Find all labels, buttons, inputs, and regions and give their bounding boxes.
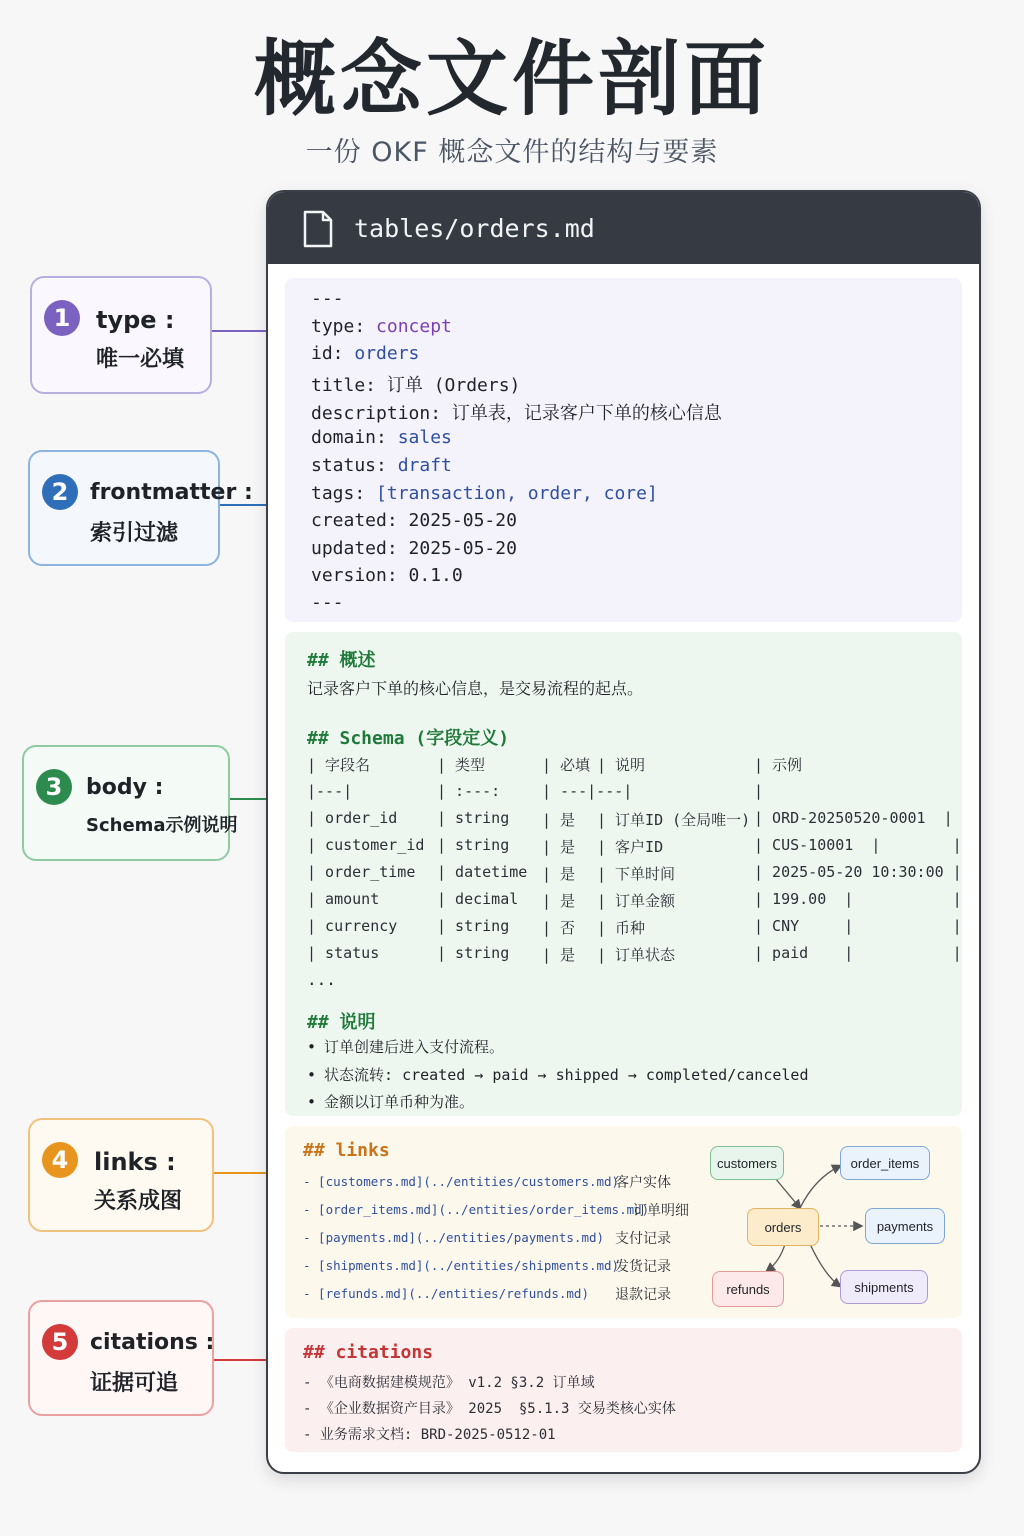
overview-text: 记录客户下单的核心信息，是交易流程的起点。 [307, 679, 644, 698]
page-title: 概念文件剖面 [253, 32, 770, 127]
frontmatter-domain [311, 427, 452, 448]
body-section [285, 632, 962, 1116]
fm-value: concept [376, 316, 452, 337]
page-subtitle: 一份 OKF 概念文件的结构与要素 [305, 137, 719, 168]
fm-value: sales [397, 427, 452, 448]
frontmatter-delimiter: --- [311, 592, 344, 613]
frontmatter-status [311, 455, 452, 476]
fm-key: description: [311, 403, 452, 424]
link-desc: 客户实体 [615, 1175, 671, 1191]
fm-value: 订单表，记录客户下单的核心信息 [451, 403, 722, 424]
fm-value: 2025-05-20 [408, 538, 517, 559]
graph-node-payments: payments [865, 1208, 945, 1244]
citation-item: - 《企业数据资产目录》 2025 §5.1.3 交易类核心实体 [303, 1401, 676, 1417]
graph-node-customers: customers [710, 1146, 784, 1180]
schema-cell: | 2025-05-20 10:30:00 | [754, 863, 962, 881]
link-item[interactable]: - [order_items.md](../entities/order_items.md) [303, 1202, 650, 1217]
frontmatter-delimiter: --- [311, 288, 344, 309]
callout-desc: 证据可追 [90, 1371, 179, 1396]
document-card [266, 190, 981, 1474]
schema-cell: | CUS-10001 | | [754, 836, 962, 854]
schema-cell: | 币种 [597, 919, 646, 937]
graph-node-order-items: order_items [840, 1146, 930, 1180]
citation-item: - 业务需求文档: BRD-2025-0512-01 [303, 1427, 556, 1443]
fm-value: [transaction, order, core] [376, 483, 658, 504]
fm-key: version: [311, 565, 409, 586]
fm-value: draft [397, 455, 452, 476]
links-section [285, 1126, 962, 1318]
schema-cell: | string [437, 944, 510, 962]
callout-label: type : [96, 306, 175, 334]
frontmatter-tags [311, 483, 658, 504]
fm-value: 0.1.0 [408, 565, 463, 586]
schema-separator-cell: | :---: [437, 782, 501, 800]
frontmatter-title [311, 371, 520, 397]
schema-cell: | 订单ID (全局唯一) [597, 811, 751, 829]
callout-frontmatter [28, 450, 253, 566]
document-header [268, 192, 979, 264]
frontmatter-updated [311, 538, 517, 559]
schema-cell: | 是 [542, 865, 576, 883]
schema-header-cell: | 说明 [597, 756, 646, 774]
link-item[interactable]: - [refunds.md](../entities/refunds.md) [303, 1286, 589, 1301]
link-item[interactable]: - [shipments.md](../entities/shipments.md) [303, 1258, 620, 1273]
note-item: • 状态流转: created → paid → shipped → completed/canceled [307, 1064, 808, 1085]
note-item: • 金额以订单币种为准。 [307, 1091, 474, 1112]
schema-cell: | amount [307, 890, 380, 908]
callout-number: 1 [44, 300, 80, 336]
schema-ellipsis: ... [307, 970, 336, 989]
fm-key: id: [311, 343, 355, 364]
schema-header-cell: | 类型 [437, 756, 486, 774]
notes-heading: ## 说明 [307, 1012, 376, 1033]
citations-section [285, 1328, 962, 1452]
schema-header-cell: | 示例 [754, 756, 803, 774]
callout-body [22, 745, 238, 861]
fm-key: status: [311, 455, 398, 476]
schema-separator-cell: | [754, 782, 764, 800]
schema-cell: | 订单状态 [597, 946, 676, 964]
callout-label: links : [94, 1148, 176, 1176]
schema-cell: | 199.00 | | [754, 890, 962, 908]
link-desc: 发货记录 [615, 1259, 671, 1275]
callout-label: frontmatter : [90, 480, 253, 505]
callout-number: 4 [42, 1142, 78, 1178]
link-item[interactable]: - [customers.md](../entities/customers.md) [303, 1174, 620, 1189]
schema-separator-cell: | ---|---| [542, 782, 633, 800]
schema-cell: | string [437, 836, 510, 854]
callout-label: body : [86, 775, 164, 800]
schema-cell: | 下单时间 [597, 865, 676, 883]
callout-label: citations : [90, 1330, 215, 1355]
callout-type [30, 276, 212, 394]
link-desc: 退款记录 [615, 1287, 671, 1303]
links-heading: ## links [303, 1140, 390, 1161]
frontmatter-id [311, 343, 419, 364]
callout-desc: 索引过滤 [90, 521, 179, 546]
fm-key: updated: [311, 538, 409, 559]
schema-cell: | string [437, 917, 510, 935]
schema-separator-cell: |---| [307, 782, 353, 800]
schema-cell: | 是 [542, 892, 576, 910]
schema-cell: | currency [307, 917, 398, 935]
schema-header-cell: | 字段名 [307, 756, 371, 774]
callout-desc: 唯一必填 [96, 347, 185, 372]
fm-value: 2025-05-20 [408, 510, 517, 531]
citations-heading: ## citations [303, 1342, 434, 1363]
schema-cell: | paid | | [754, 944, 962, 962]
schema-cell: | 客户ID [597, 838, 664, 856]
schema-cell: | 否 [542, 919, 576, 937]
citation-item: - 《电商数据建模规范》 v1.2 §3.2 订单域 [303, 1375, 595, 1391]
callout-number: 2 [42, 474, 78, 510]
schema-cell: | datetime [437, 863, 528, 881]
schema-cell: | order_id [307, 809, 398, 827]
schema-header-cell: | 必填 [542, 756, 591, 774]
fm-key: type: [311, 316, 377, 337]
callout-desc: 关系成图 [94, 1189, 183, 1214]
frontmatter-version [311, 565, 463, 586]
fm-key: domain: [311, 427, 398, 448]
link-desc: 订单明细 [633, 1203, 689, 1219]
schema-cell: | ORD-20250520-0001 | [754, 809, 953, 827]
callout-number: 5 [42, 1324, 78, 1360]
fm-value: orders [354, 343, 420, 364]
link-desc: 支付记录 [615, 1231, 671, 1247]
schema-cell: | CNY | | [754, 917, 962, 935]
schema-cell: | status [307, 944, 380, 962]
schema-cell: | decimal [437, 890, 519, 908]
fm-value: 订单 (Orders) [386, 375, 521, 396]
link-item[interactable]: - [payments.md](../entities/payments.md) [303, 1230, 605, 1245]
overview-heading: ## 概述 [307, 650, 376, 671]
frontmatter-description [311, 399, 722, 425]
schema-cell: | 是 [542, 946, 576, 964]
schema-cell: | 是 [542, 811, 576, 829]
fm-key: title: [311, 375, 387, 396]
graph-node-shipments: shipments [840, 1270, 928, 1304]
graph-node-orders: orders [747, 1208, 819, 1246]
callout-number: 3 [36, 769, 72, 805]
frontmatter-section [285, 278, 962, 622]
schema-cell: | 是 [542, 838, 576, 856]
schema-heading: ## Schema (字段定义) [307, 728, 510, 749]
frontmatter-created [311, 510, 517, 531]
callout-links [28, 1118, 214, 1232]
schema-cell: | order_time [307, 863, 416, 881]
callout-desc: Schema示例说明 [86, 815, 238, 836]
schema-cell: | 订单金额 [597, 892, 676, 910]
graph-node-refunds: refunds [712, 1271, 784, 1307]
schema-cell: | customer_id [307, 836, 425, 854]
note-item: • 订单创建后进入支付流程。 [307, 1036, 504, 1057]
fm-key: created: [311, 510, 409, 531]
frontmatter-type [311, 316, 452, 337]
file-icon [302, 210, 334, 248]
schema-cell: | string [437, 809, 510, 827]
fm-key: tags: [311, 483, 377, 504]
file-path: tables/orders.md [354, 214, 595, 243]
callout-citations [28, 1300, 214, 1416]
